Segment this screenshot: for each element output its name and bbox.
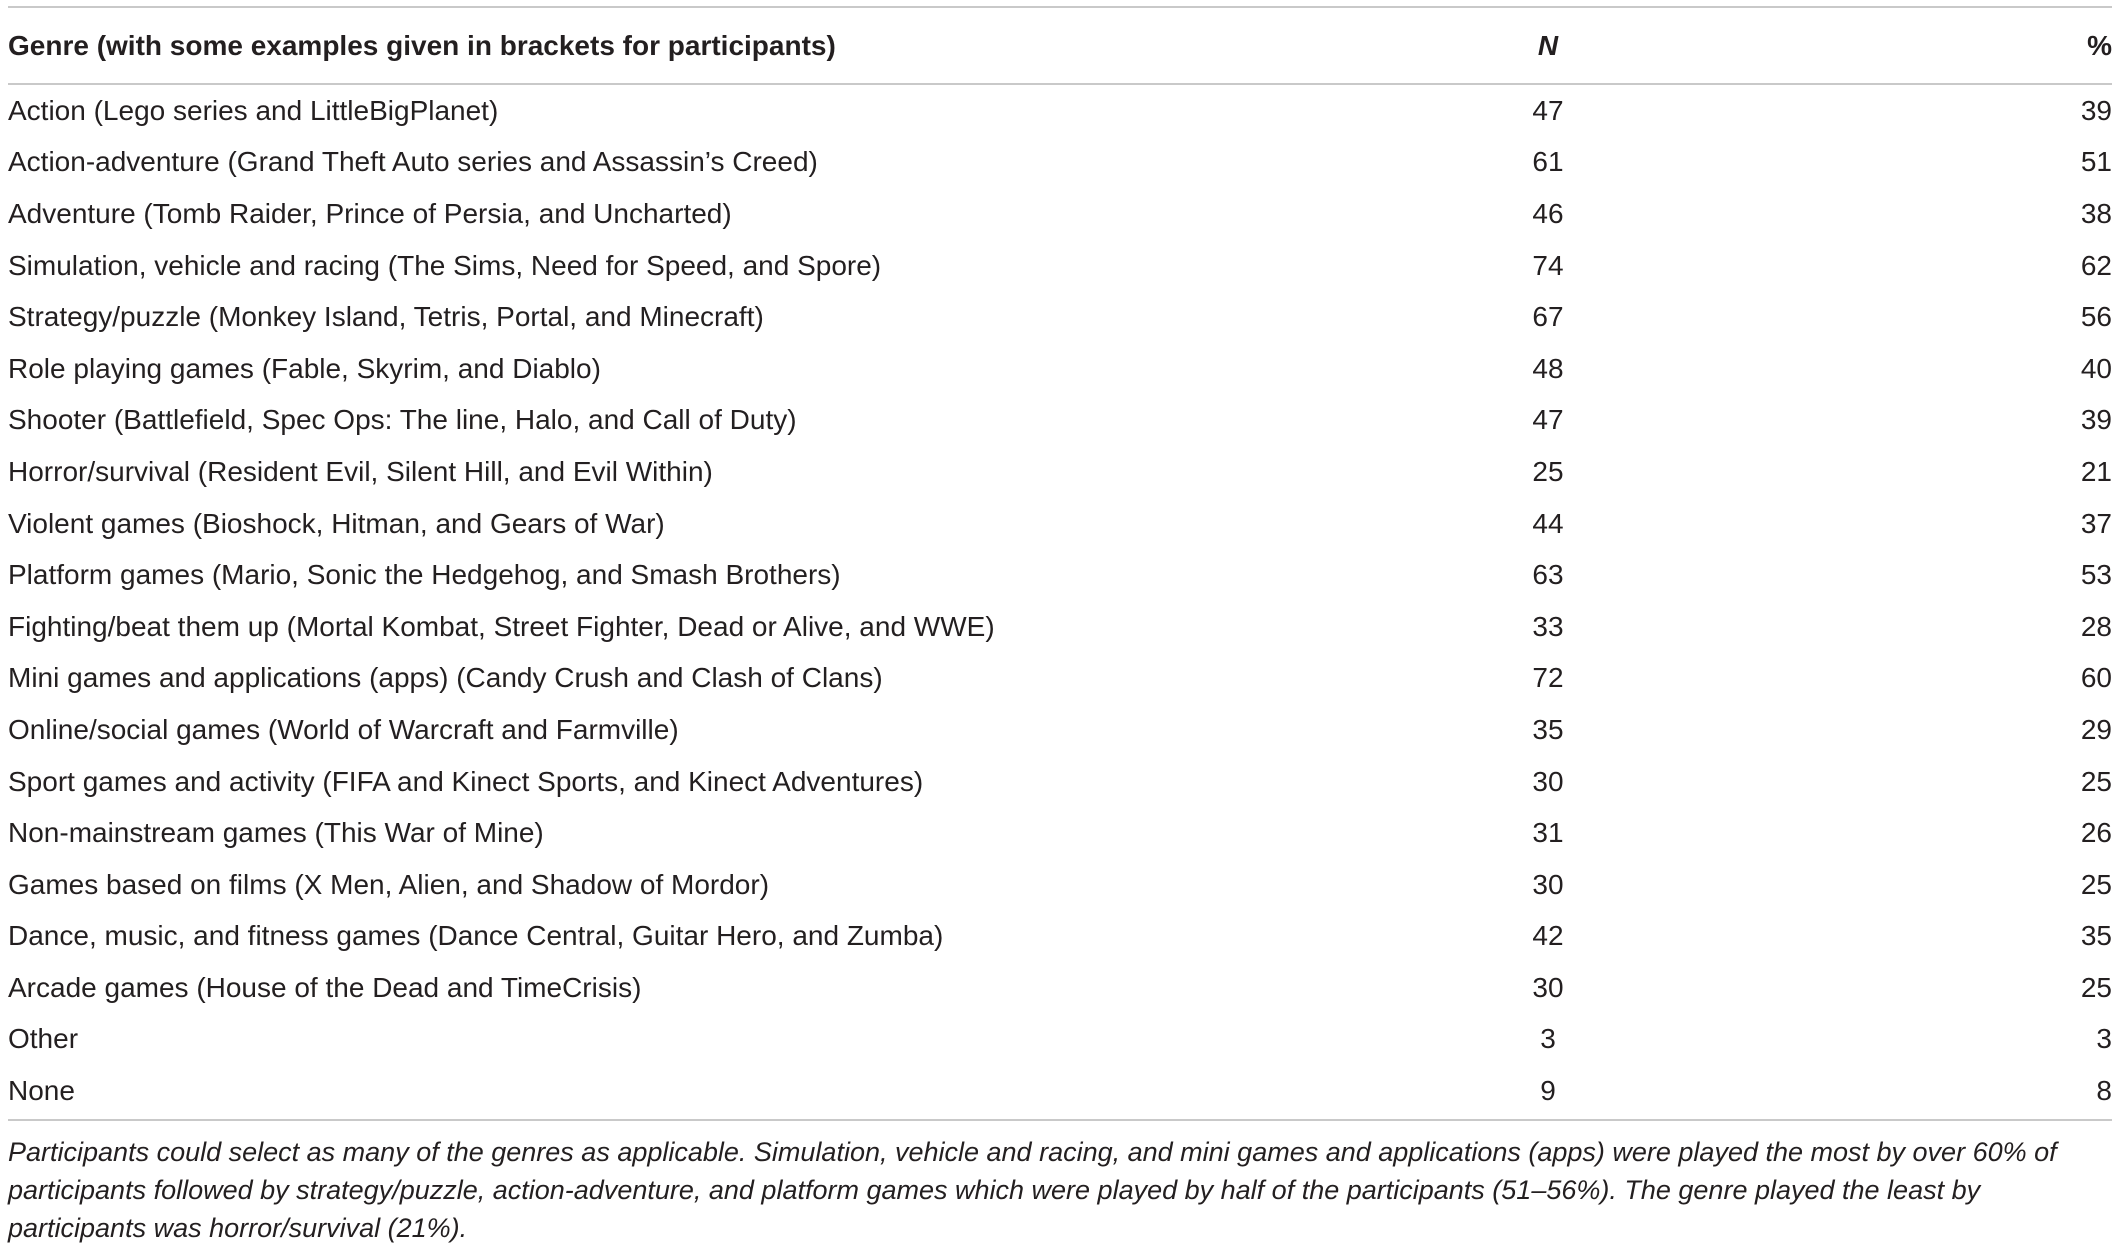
cell-n: 30	[1532, 971, 1564, 1003]
cell-percent: 53	[2080, 559, 2112, 591]
table-row	[8, 704, 2112, 756]
header-percent: %	[2087, 29, 2112, 61]
cell-percent: 39	[2080, 404, 2112, 436]
bottom-rule	[8, 1119, 2112, 1121]
table-row	[8, 601, 2112, 653]
cell-n: 25	[1532, 455, 1564, 487]
cell-genre: Other	[8, 1023, 79, 1055]
cell-genre: Role playing games (Fable, Skyrim, and Diablo)	[8, 352, 601, 384]
header-n: N	[1537, 29, 1559, 61]
table-row	[8, 395, 2112, 447]
cell-percent: 40	[2080, 352, 2112, 384]
cell-genre: Horror/survival (Resident Evil, Silent Hill, and Evil Within)	[8, 455, 713, 487]
cell-genre: Fighting/beat them up (Mortal Kombat, Street Fighter, Dead or Alive, and WWE)	[8, 610, 995, 642]
cell-n: 74	[1532, 249, 1564, 281]
table-row	[8, 859, 2112, 911]
table-row	[8, 1014, 2112, 1066]
table-row	[8, 240, 2112, 292]
cell-n: 48	[1532, 352, 1564, 384]
table-row	[8, 137, 2112, 189]
table-row	[8, 188, 2112, 240]
table-row	[8, 962, 2112, 1014]
cell-genre: Mini games and applications (apps) (Candy Crush and Clash of Clans)	[8, 662, 883, 694]
cell-n: 63	[1532, 559, 1564, 591]
table-row	[8, 498, 2112, 550]
cell-percent: 35	[2080, 920, 2112, 952]
cell-percent: 8	[2096, 1075, 2112, 1107]
cell-genre: Arcade games (House of the Dead and TimeCrisis)	[8, 971, 642, 1003]
cell-percent: 26	[2080, 817, 2112, 849]
table-row	[8, 1065, 2112, 1117]
cell-genre: Shooter (Battlefield, Spec Ops: The line, Halo, and Call of Duty)	[8, 404, 797, 436]
cell-n: 72	[1532, 662, 1564, 694]
table-row	[8, 85, 2112, 137]
cell-genre: Action-adventure (Grand Theft Auto series and Assassin’s Creed)	[8, 146, 818, 178]
header-genre: Genre (with some examples given in brackets for participants)	[8, 29, 836, 61]
cell-percent: 25	[2080, 868, 2112, 900]
cell-genre: None	[8, 1075, 75, 1107]
cell-percent: 29	[2080, 713, 2112, 745]
cell-genre: Adventure (Tomb Raider, Prince of Persia, and Uncharted)	[8, 197, 732, 229]
cell-n: 67	[1532, 301, 1564, 333]
cell-percent: 37	[2080, 507, 2112, 539]
cell-percent: 25	[2080, 971, 2112, 1003]
cell-n: 9	[1540, 1075, 1556, 1107]
cell-percent: 28	[2080, 610, 2112, 642]
genre-table	[8, 6, 2112, 1247]
cell-percent: 56	[2080, 301, 2112, 333]
cell-percent: 21	[2080, 455, 2112, 487]
cell-genre: Dance, music, and fitness games (Dance Central, Guitar Hero, and Zumba)	[8, 920, 944, 952]
table-row	[8, 549, 2112, 601]
cell-percent: 60	[2080, 662, 2112, 694]
cell-n: 47	[1532, 404, 1564, 436]
cell-n: 33	[1532, 610, 1564, 642]
cell-percent: 38	[2080, 197, 2112, 229]
cell-percent: 51	[2080, 146, 2112, 178]
table-row	[8, 291, 2112, 343]
table-row	[8, 911, 2112, 963]
cell-genre: Action (Lego series and LittleBigPlanet)	[8, 94, 499, 126]
cell-n: 30	[1532, 765, 1564, 797]
cell-n: 31	[1532, 817, 1564, 849]
cell-genre: Sport games and activity (FIFA and Kinect Sports, and Kinect Adventures)	[8, 765, 924, 797]
table-row	[8, 343, 2112, 395]
table-body	[8, 85, 2112, 1117]
cell-n: 3	[1540, 1023, 1556, 1055]
cell-n: 42	[1532, 920, 1564, 952]
cell-n: 35	[1532, 713, 1564, 745]
cell-n: 46	[1532, 197, 1564, 229]
cell-percent: 3	[2096, 1023, 2112, 1055]
cell-n: 30	[1532, 868, 1564, 900]
cell-percent: 25	[2080, 765, 2112, 797]
cell-n: 61	[1532, 146, 1564, 178]
table-row	[8, 756, 2112, 808]
cell-genre: Non-mainstream games (This War of Mine)	[8, 817, 544, 849]
table-footnote: Participants could select as many of the genres as applicable. Simulation, vehicle and racing, and mini games and applications (apps) were played the most by over 60% of participants followed by strategy/puzzle, action-adventure, and platform games which were played by half of the participants (51–56%). The genre played the least by participants was horror/survival (21%).	[8, 1136, 2057, 1243]
cell-percent: 62	[2080, 249, 2112, 281]
cell-genre: Games based on films (X Men, Alien, and Shadow of Mordor)	[8, 868, 770, 900]
table-row	[8, 807, 2112, 859]
table-row	[8, 446, 2112, 498]
cell-genre: Strategy/puzzle (Monkey Island, Tetris, Portal, and Minecraft)	[8, 301, 764, 333]
cell-percent: 39	[2080, 94, 2112, 126]
cell-genre: Online/social games (World of Warcraft and Farmville)	[8, 713, 679, 745]
cell-genre: Simulation, vehicle and racing (The Sims, Need for Speed, and Spore)	[8, 249, 882, 281]
cell-genre: Violent games (Bioshock, Hitman, and Gears of War)	[8, 507, 665, 539]
cell-n: 47	[1532, 94, 1564, 126]
table-row	[8, 653, 2112, 705]
cell-n: 44	[1532, 507, 1564, 539]
table-header-row	[8, 8, 2112, 83]
cell-genre: Platform games (Mario, Sonic the Hedgehog, and Smash Brothers)	[8, 559, 841, 591]
